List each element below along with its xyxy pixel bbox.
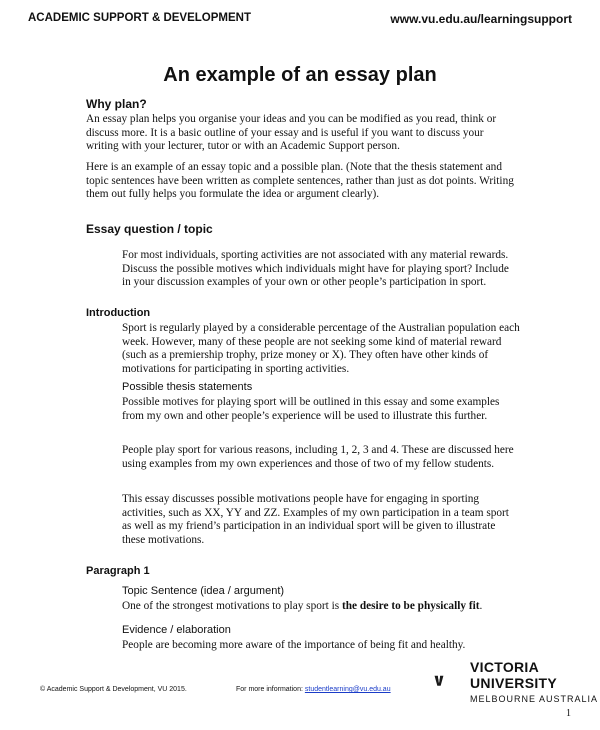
- why-plan-para1: An essay plan helps you organise your ideas and you can be modified as you read, think or discuss more. It is a basic outline of your essay and is useful if you want to discuss your writing with your lecturer, tutor or with an Academic Support person.: [86, 113, 497, 152]
- essay-question-heading: Essay question / topic: [86, 222, 213, 236]
- why-plan-para2: Here is an example of an essay topic and a possible plan. (Note that the thesis statement and topic sentences have been written as complete sentences, rather than just as dot points. Writing them out fully helps you formulate the idea or argument clearly).: [86, 161, 514, 200]
- logo-line1: VICTORIA: [470, 659, 540, 675]
- header-url[interactable]: www.vu.edu.au/learningsupport: [390, 12, 572, 26]
- logo-line2: UNIVERSITY: [470, 675, 558, 691]
- page-number: 1: [566, 708, 571, 719]
- thesis-statement-1: Possible motives for playing sport will be outlined in this essay and some examples from my own and other people’s experience will be used to illustrate this further.: [122, 396, 500, 422]
- topic-text-end: .: [479, 600, 483, 612]
- paragraph1-heading: Paragraph 1: [86, 565, 150, 577]
- topic-text-bold: the desire to be physically fit: [341, 600, 480, 612]
- topic-sentence-heading: Topic Sentence (idea / argument): [122, 585, 285, 597]
- introduction-text: Sport is regularly played by a considerable percentage of the Australian population each week. However, many of these people are not seeking some kind of material reward (such as a premiership trophy, prize money or X). They often have other kinds of motivations for participating in sporting activities.: [122, 322, 520, 375]
- essay-question-text: For most individuals, sporting activities are not associated with any material rewards. Discuss the possible motives which individuals might have for playing sport? Include in your discussion examples of your own or other people’s participation in sport.: [122, 249, 509, 288]
- topic-text-start: One of the strongest motivations to play sport is: [122, 600, 342, 612]
- header-org: ACADEMIC SUPPORT & DEVELOPMENT: [28, 12, 251, 24]
- footer-email-link[interactable]: studentlearning@vu.edu.au: [304, 686, 391, 693]
- thesis-statement-2: People play sport for various reasons, including 1, 2, 3 and 4. These are discussed here using examples from my own experiences and those of two of my fellow students.: [122, 444, 514, 470]
- thesis-heading: Possible thesis statements: [122, 381, 253, 393]
- topic-sentence-text: [122, 600, 542, 614]
- footer-info: [236, 686, 391, 693]
- evidence-text: People are becoming more aware of the importance of being fit and healthy.: [122, 639, 466, 651]
- victoria-university-logo-icon: [434, 661, 470, 701]
- thesis-statement-3: This essay discusses possible motivations people have for engaging in sporting activities, such as XX, YY and ZZ. Examples of my own participation in a team sport as well as my friend’s participation in an individual sport will be given to illustrate these motivations.: [122, 493, 509, 546]
- footer-copyright: © Academic Support & Development, VU 2015.: [40, 686, 187, 693]
- why-plan-heading: Why plan?: [86, 97, 147, 111]
- page-title: An example of an essay plan: [163, 64, 437, 86]
- evidence-heading: Evidence / elaboration: [122, 624, 231, 636]
- introduction-heading: Introduction: [86, 307, 151, 319]
- footer-info-label: For more information:: [236, 686, 303, 693]
- logo-line3: MELBOURNE AUSTRALIA: [470, 694, 599, 704]
